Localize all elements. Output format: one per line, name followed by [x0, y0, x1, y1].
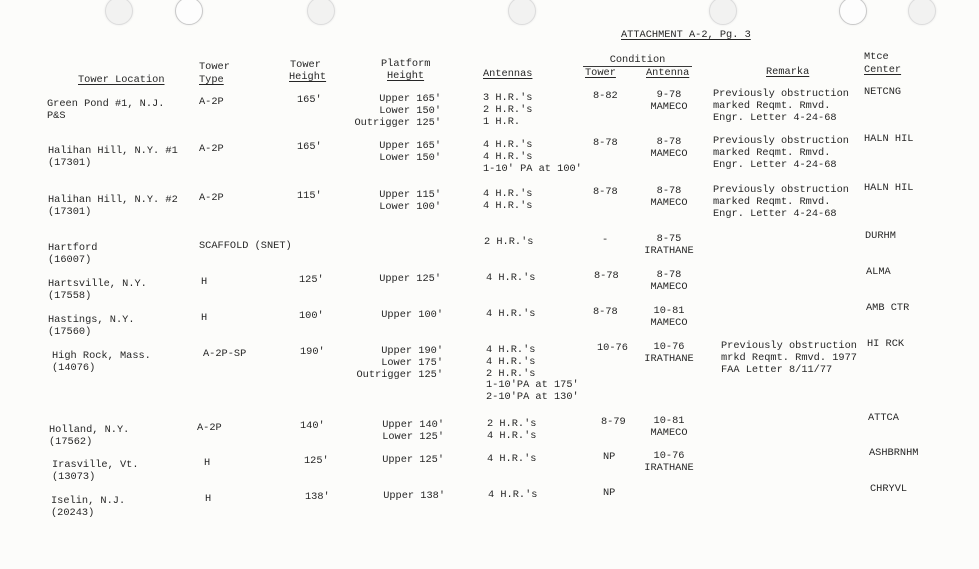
platform-height-line: Lower 125' [382, 430, 444, 443]
remarks-line: marked Reqmt. Rmvd. [713, 99, 831, 112]
mtce-center: DURHM [865, 230, 896, 242]
condition-tower: 8-78 [594, 270, 619, 282]
condition-antenna-line: 8-75 [656, 233, 682, 245]
antennas-cell [484, 237, 533, 249]
tower-location-line: Iselin, N.J. [51, 495, 126, 507]
tower-type: A-2P [197, 422, 222, 434]
remarks-cell [713, 185, 849, 220]
tower-height-cell [299, 275, 324, 287]
header-platform-height-line: Height [387, 70, 425, 82]
tower-type: H [201, 312, 208, 324]
table-row [0, 483, 979, 519]
tower-location-line: P&S [47, 109, 66, 122]
tower-location-line: Halihan Hill, N.Y. #2 [48, 194, 178, 206]
tower-location-line: (16007) [48, 253, 92, 266]
table-row [0, 182, 979, 220]
condition-antenna-line: 8-78 [656, 269, 682, 281]
tower-height: 190' [300, 346, 325, 358]
mtce-center: ASHBRNHM [869, 447, 919, 459]
condition-tower-cell [593, 187, 618, 199]
tower-height-cell [300, 421, 325, 433]
punch-hole [508, 0, 536, 25]
antennas-line: 4 H.R.'s [483, 199, 533, 212]
tower-location-cell [48, 146, 178, 170]
punch-hole [307, 0, 335, 25]
antennas-cell [486, 309, 535, 321]
condition-tower-cell [593, 138, 618, 150]
mtce-center-cell [868, 413, 899, 425]
tower-location-line: (17558) [48, 289, 92, 302]
tower-type: H [201, 276, 208, 288]
condition-antenna-line: 8-78 [656, 136, 682, 148]
mtce-center: AMB CTR [866, 302, 910, 314]
condition-tower: NP [603, 451, 616, 463]
header-antennas: Antennas [483, 68, 533, 80]
tower-height-cell [300, 347, 325, 359]
mtce-center: ALMA [866, 266, 891, 278]
tower-height: 100' [299, 310, 324, 322]
antennas-line: 2-10'PA at 130' [486, 391, 579, 404]
header-mtce-center-line: Mtce [864, 51, 889, 63]
tower-type-cell [204, 458, 210, 470]
condition-antenna-cell [637, 186, 701, 210]
condition-antenna-cell [637, 137, 701, 161]
platform-height-line: Upper 100' [381, 309, 443, 321]
tower-height: 165' [297, 141, 322, 153]
table-row [0, 230, 979, 266]
mtce-center: HALN HIL [864, 182, 914, 194]
condition-antenna-line: MAMECO [650, 280, 688, 293]
mtce-center-cell [866, 267, 891, 279]
platform-height-line: Upper 165' [379, 93, 441, 105]
condition-antenna-cell [637, 416, 701, 440]
antennas-cell [483, 189, 532, 213]
platform-height-cell [339, 141, 441, 165]
platform-height-cell [339, 274, 441, 286]
tower-type: A-2P-SP [203, 348, 247, 360]
tower-location-cell [49, 425, 129, 449]
tower-height: 140' [300, 420, 325, 432]
tower-location-line: (17301) [48, 205, 92, 218]
platform-height-cell [342, 420, 444, 444]
mtce-center: CHRYVL [870, 483, 908, 495]
condition-tower: 8-78 [593, 186, 618, 198]
antennas-line: 4 H.R.'s [486, 272, 536, 284]
condition-antenna-line: IRATHANE [644, 461, 694, 474]
tower-location-cell [48, 243, 97, 267]
condition-antenna-line: 10-76 [653, 341, 685, 353]
remarks-line: mrkd Reqmt. Rmvd. 1977 [721, 351, 857, 364]
condition-antenna-line: 9-78 [656, 89, 682, 101]
antennas-line: 2 H.R.'s [487, 418, 537, 430]
antennas-line: 4 H.R.'s [483, 150, 533, 163]
condition-tower: 8-79 [601, 416, 626, 428]
condition-antenna-line: MAMECO [650, 196, 688, 209]
header-tower-type-line: Type [199, 74, 224, 86]
antennas-line: 2 H.R.'s [486, 367, 536, 380]
platform-height-line: Upper 140' [382, 419, 444, 431]
mtce-center: HALN HIL [864, 133, 914, 145]
antennas-cell [483, 140, 582, 175]
condition-tower: - [602, 234, 609, 246]
condition-antenna-line: MAMECO [650, 316, 688, 329]
condition-antenna-cell [637, 342, 701, 366]
tower-location-line: High Rock, Mass. [52, 350, 151, 362]
header-condition-antenna: Antenna [646, 67, 690, 79]
mtce-center-cell [864, 87, 901, 99]
condition-tower: 10-76 [597, 342, 628, 354]
antennas-cell [488, 490, 537, 502]
table-row [0, 302, 979, 338]
remarks-line: Engr. Letter 4-24-68 [713, 111, 837, 124]
mtce-center: NETCNG [864, 86, 902, 98]
tower-location-line: (20243) [51, 506, 95, 519]
tower-type: H [204, 457, 211, 469]
antennas-line: 4 H.R.'s [486, 344, 536, 356]
condition-antenna-line: MAMECO [650, 426, 688, 439]
table-row [0, 133, 979, 175]
condition-tower: 8-78 [593, 306, 618, 318]
platform-height-line: Upper 125' [379, 273, 441, 285]
antennas-line: 3 H.R.'s [483, 92, 533, 104]
condition-antenna-line: 10-81 [653, 415, 685, 427]
tower-height: 138' [305, 491, 330, 503]
tower-location-line: Holland, N.Y. [49, 424, 130, 436]
tower-height: 125' [299, 274, 324, 286]
antennas-line: 2 H.R.'s [483, 103, 533, 116]
antennas-cell [487, 454, 536, 466]
tower-location-cell [52, 460, 139, 484]
mtce-center-cell [864, 183, 913, 195]
platform-height-cell [342, 455, 444, 467]
platform-height-cell [341, 310, 443, 322]
tower-height: 165' [297, 94, 322, 106]
antennas-cell [487, 419, 536, 443]
punch-hole [105, 0, 133, 25]
remarks-line: marked Reqmt. Rmvd. [713, 146, 831, 159]
tower-location-cell [48, 195, 178, 219]
table-row [0, 447, 979, 483]
condition-antenna-line: 8-78 [656, 185, 682, 197]
tower-location-line: (13073) [52, 470, 96, 483]
punch-hole [175, 0, 203, 25]
tower-height-cell [297, 142, 322, 154]
antennas-line: 1-10' PA at 100' [483, 162, 582, 175]
tower-location-cell [51, 496, 125, 520]
platform-height-line: Lower 100' [379, 200, 441, 213]
tower-type: A-2P [199, 96, 224, 108]
condition-antenna-cell [637, 306, 701, 330]
antennas-cell [486, 345, 579, 404]
condition-antenna-cell [637, 270, 701, 294]
platform-height-line: Lower 150' [379, 151, 441, 164]
platform-height-cell [343, 491, 445, 503]
remarks-line: FAA Letter 8/11/77 [721, 363, 833, 376]
tower-location-line: Hastings, N.Y. [48, 314, 135, 326]
remarks-line: Previously obstruction [721, 340, 857, 352]
tower-type-cell [201, 313, 207, 325]
antennas-line: 4 H.R.'s [483, 188, 533, 200]
condition-antenna-line: IRATHANE [644, 352, 694, 365]
header-mtce-center-line: Center [864, 64, 902, 76]
header-tower-type-line: Tower [199, 61, 230, 73]
table-row [0, 266, 979, 302]
antennas-cell [483, 93, 532, 128]
tower-height: 125' [304, 455, 329, 467]
antennas-line: 4 H.R.'s [486, 355, 536, 368]
table-row [0, 412, 979, 448]
tower-type: A-2P [199, 192, 224, 204]
tower-location-line: (17560) [48, 325, 92, 338]
tower-type: SCAFFOLD (SNET) [199, 240, 292, 252]
tower-location-line: (17562) [49, 435, 93, 448]
condition-tower-cell [593, 307, 618, 319]
mtce-center-cell [870, 484, 907, 496]
tower-location-cell [48, 315, 135, 339]
tower-type-cell [199, 97, 224, 109]
header-condition: Condition [583, 55, 692, 67]
mtce-center-cell [867, 339, 904, 351]
antennas-cell [486, 273, 535, 285]
condition-tower-cell [603, 488, 615, 500]
header-tower-height-line: Tower [290, 59, 321, 71]
tower-location-cell [48, 279, 147, 303]
tower-type-cell [199, 193, 224, 205]
remarks-cell [721, 341, 857, 376]
antennas-line: 4 H.R.'s [487, 453, 537, 465]
header-tower-height-line: Height [289, 71, 327, 83]
condition-tower: 8-82 [593, 90, 618, 102]
remarks-line: Engr. Letter 4-24-68 [713, 207, 837, 220]
antennas-line: 2 H.R.'s [484, 236, 534, 248]
tower-type-cell [199, 241, 292, 253]
antennas-line: 4 H.R.'s [483, 139, 533, 151]
tower-height-cell [305, 492, 330, 504]
condition-tower: NP [603, 487, 616, 499]
punch-hole [709, 0, 737, 25]
header-platform-height-line: Platform [381, 58, 431, 70]
tower-type-cell [197, 423, 222, 435]
remarks-cell [713, 89, 849, 124]
tower-location-line: Green Pond #1, N.J. [47, 98, 165, 110]
condition-antenna-cell [637, 451, 701, 475]
condition-antenna-line: IRATHANE [644, 244, 694, 257]
condition-antenna-line: 10-81 [653, 305, 685, 317]
remarks-line: Previously obstruction [713, 135, 849, 147]
platform-height-cell [341, 346, 443, 381]
tower-location-line: Irasville, Vt. [52, 459, 139, 471]
remarks-line: Previously obstruction [713, 184, 849, 196]
mtce-center-cell [864, 134, 913, 146]
platform-height-line: Lower 150' [379, 104, 441, 117]
antennas-line: 4 H.R.'s [488, 489, 538, 501]
tower-type-cell [203, 349, 246, 361]
remarks-line: Previously obstruction [713, 88, 849, 100]
tower-location-cell [52, 351, 151, 375]
condition-antenna-line: MAMECO [650, 147, 688, 160]
tower-height-cell [297, 191, 322, 203]
tower-type-cell [201, 277, 207, 289]
mtce-center-cell [869, 448, 918, 460]
table-row [0, 86, 979, 129]
header-condition-tower: Tower [585, 67, 616, 79]
antennas-line: 4 H.R.'s [487, 429, 537, 442]
tower-location-line: (17301) [48, 156, 92, 169]
tower-height-cell [304, 456, 329, 468]
remarks-line: Engr. Letter 4-24-68 [713, 158, 837, 171]
tower-location-line: Halihan Hill, N.Y. #1 [48, 145, 178, 157]
table-row [0, 338, 979, 404]
mtce-center-cell [866, 303, 909, 315]
condition-antenna-cell [637, 90, 701, 114]
antennas-line: 1 H.R. [483, 115, 521, 128]
platform-height-line: Outrigger 125' [354, 116, 441, 129]
condition-tower-cell [593, 91, 618, 103]
condition-tower: 8-78 [593, 137, 618, 149]
header-remarks: Remarka [766, 66, 810, 78]
condition-tower-cell [602, 235, 608, 247]
header-tower-location: Tower Location [78, 74, 165, 86]
tower-location-line: Hartford [48, 242, 98, 254]
condition-tower-cell [594, 271, 619, 283]
tower-type-cell [205, 494, 211, 506]
punch-hole [908, 0, 936, 25]
tower-location-line: (14076) [52, 361, 96, 374]
platform-height-line: Upper 138' [383, 490, 445, 502]
condition-tower-cell [597, 343, 628, 355]
tower-type-cell [199, 144, 224, 156]
antennas-line: 1-10'PA at 175' [486, 379, 579, 392]
remarks-line: marked Reqmt. Rmvd. [713, 195, 831, 208]
tower-height-cell [297, 95, 322, 107]
tower-location-cell [47, 99, 164, 123]
platform-height-line: Lower 175' [381, 356, 443, 369]
platform-height-line: Upper 190' [381, 345, 443, 357]
platform-height-line: Upper 165' [379, 140, 441, 152]
condition-antenna-cell [637, 234, 701, 258]
condition-tower-cell [601, 417, 626, 429]
platform-height-cell [339, 190, 441, 214]
mtce-center: ATTCA [868, 412, 899, 424]
platform-height-line: Outrigger 125' [356, 368, 443, 381]
platform-height-line: Upper 115' [379, 189, 441, 201]
platform-height-cell [339, 94, 441, 129]
condition-antenna-line: 10-76 [653, 450, 685, 462]
punch-hole [839, 0, 867, 25]
antennas-line: 4 H.R.'s [486, 308, 536, 320]
condition-tower-cell [603, 452, 615, 464]
tower-height-cell [299, 311, 324, 323]
platform-height-line: Upper 125' [382, 454, 444, 466]
tower-height: 115' [297, 190, 322, 202]
tower-type: A-2P [199, 143, 224, 155]
condition-antenna-line: MAMECO [650, 100, 688, 113]
tower-location-line: Hartsville, N.Y. [48, 278, 147, 290]
attachment-heading: ATTACHMENT A-2, Pg. 3 [621, 29, 751, 41]
remarks-cell [713, 136, 849, 171]
tower-type: H [205, 493, 212, 505]
mtce-center: HI RCK [867, 338, 905, 350]
mtce-center-cell [865, 231, 896, 243]
